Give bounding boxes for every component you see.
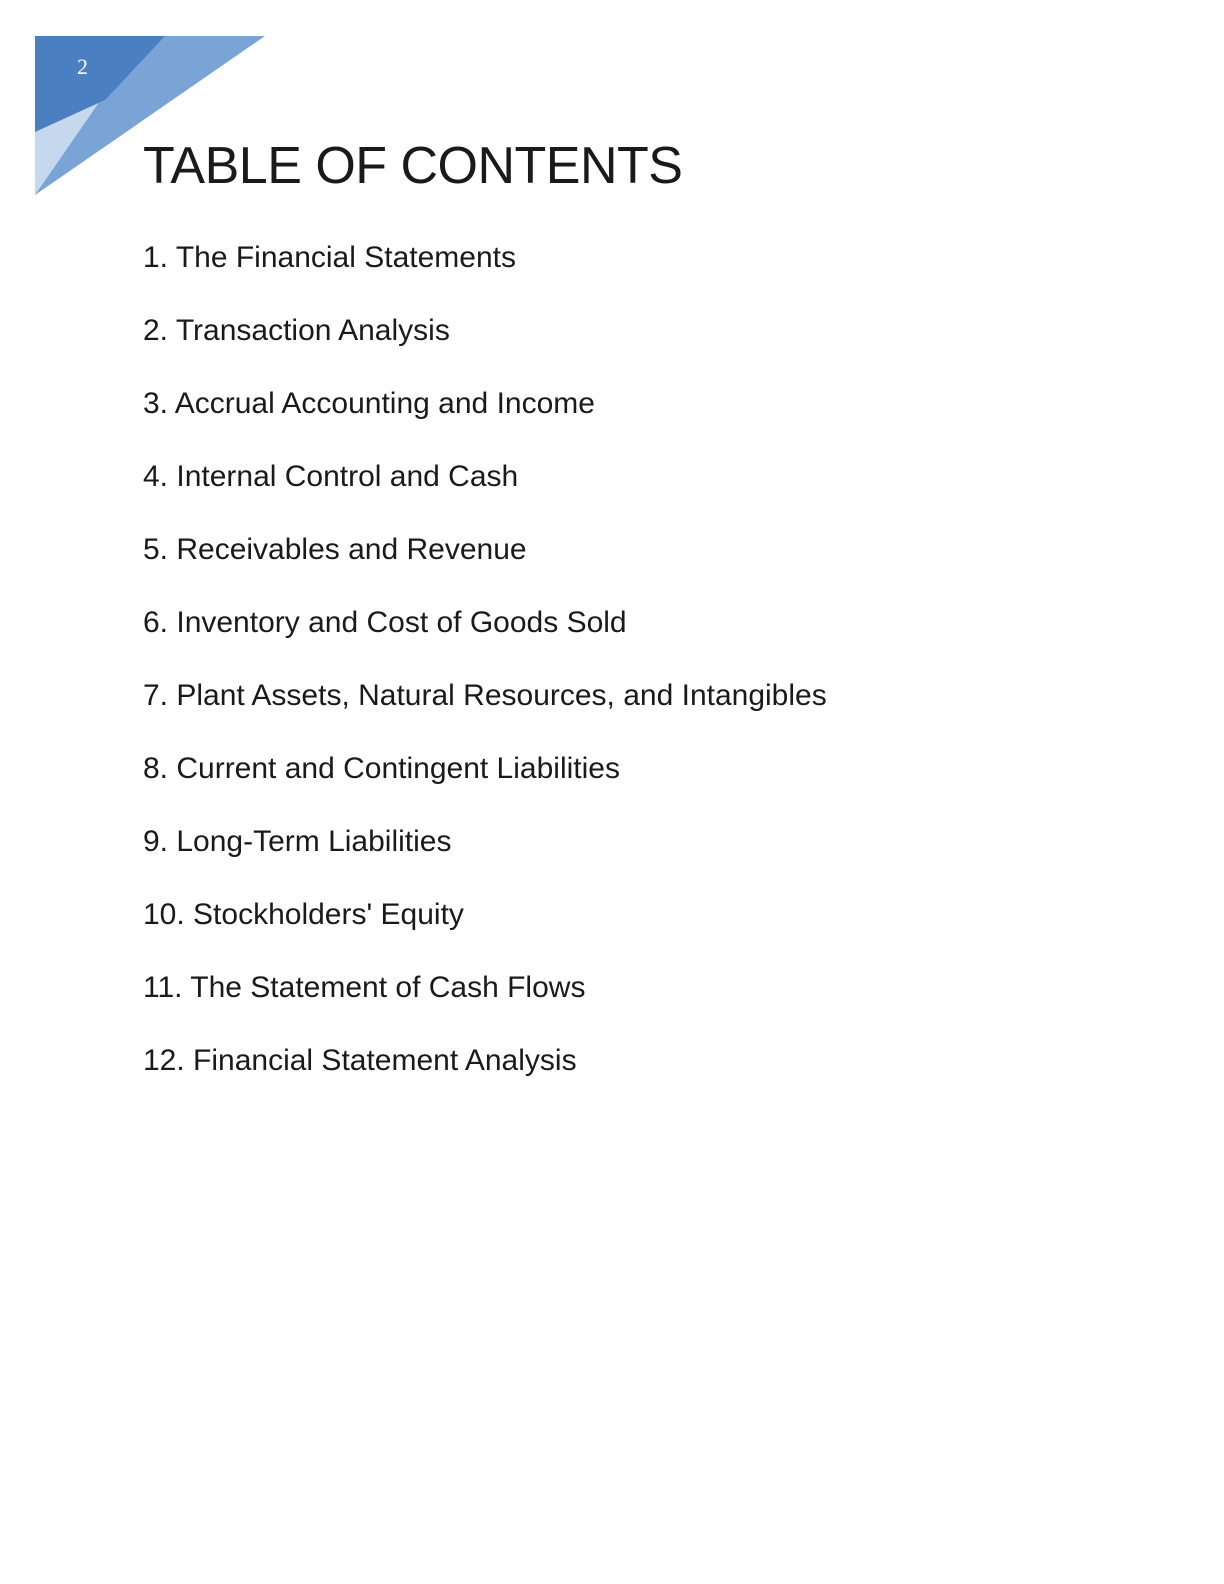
toc-item: 5. Receivables and Revenue xyxy=(143,533,527,566)
toc-item: 11. The Statement of Cash Flows xyxy=(143,971,586,1004)
toc-item: 9. Long-Term Liabilities xyxy=(143,825,452,858)
toc-item: 4. Internal Control and Cash xyxy=(143,460,519,493)
toc-item: 7. Plant Assets, Natural Resources, and Intangibles xyxy=(143,679,827,712)
toc-list xyxy=(143,236,827,1112)
page-title: TABLE OF CONTENTS xyxy=(143,137,683,195)
toc-item: 10. Stockholders' Equity xyxy=(143,898,464,931)
toc-item: 1. The Financial Statements xyxy=(143,241,516,274)
page-number: 2 xyxy=(77,54,88,79)
toc-item: 8. Current and Contingent Liabilities xyxy=(143,752,620,785)
toc-item: 12. Financial Statement Analysis xyxy=(143,1044,577,1077)
toc-item: 3. Accrual Accounting and Income xyxy=(143,387,595,420)
toc-item: 2. Transaction Analysis xyxy=(143,314,450,347)
toc-item: 6. Inventory and Cost of Goods Sold xyxy=(143,606,627,639)
